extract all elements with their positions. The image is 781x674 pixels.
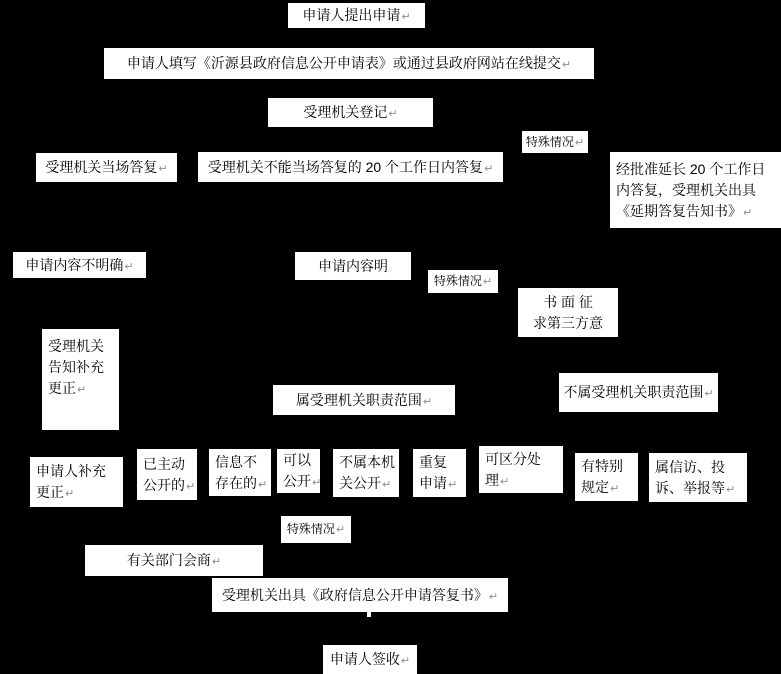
flow-node-within-duty-scope	[273, 385, 455, 415]
flow-node-text: 特殊情况	[525, 134, 574, 149]
return-mark-icon: ↵	[743, 206, 753, 219]
flow-node-text: 特殊情况	[286, 522, 335, 537]
flow-node-line	[288, 5, 425, 26]
flow-node-text: 不属受理机关职责范围	[563, 384, 704, 400]
flow-node-line	[610, 159, 781, 180]
flow-node-line	[277, 471, 326, 492]
flow-node-line	[277, 450, 326, 471]
return-mark-icon: ↵	[186, 480, 196, 493]
flow-node-text: 申请人提出申请	[302, 7, 401, 23]
flow-node-text: 申请内容明	[318, 257, 388, 274]
flow-node-text: 不属本机	[339, 454, 395, 470]
flow-node-text: 经批准延长 20 个工作日	[616, 160, 766, 177]
flow-node-text: 信息不	[215, 453, 257, 470]
flow-node-line	[323, 649, 417, 670]
flow-node-text: 特殊情况	[433, 274, 482, 289]
connector-tick	[367, 612, 371, 617]
flow-node-text: 诉、举报等	[655, 479, 725, 496]
return-mark-icon: ↵	[335, 524, 346, 537]
flow-node-applicant-sign	[323, 645, 417, 674]
flow-node-fill-application-form	[104, 48, 594, 79]
flow-node-text: 已主动	[143, 455, 185, 472]
flow-node-line	[30, 482, 129, 503]
flow-node-text: 有特别	[581, 458, 623, 474]
return-mark-icon: ↵	[448, 479, 458, 491]
return-mark-icon: ↵	[77, 384, 87, 396]
flow-node-text: 受理机关当场答复	[45, 159, 158, 175]
flow-node-text: 可区分处	[485, 450, 541, 467]
flow-node-applicant-apply	[288, 3, 425, 28]
flow-node-text: 告知补充	[48, 359, 104, 375]
flow-node-line	[30, 461, 129, 482]
flow-node-text: 书 面 征	[543, 293, 593, 310]
flow-node-text: 受理机关出具《政府信息公开申请答复书》	[221, 586, 488, 603]
flow-node-text: 属信访、投	[655, 458, 725, 475]
return-mark-icon: ↵	[401, 11, 411, 23]
flow-node-content-unclear	[13, 252, 146, 278]
return-mark-icon: ↵	[158, 163, 168, 175]
flow-node-text: 规定	[581, 479, 609, 495]
flow-node-text: 内答复，受理机关出具	[616, 181, 756, 198]
flow-node-text: 申请内容不明确	[25, 256, 124, 273]
flow-node-line	[522, 133, 588, 152]
return-mark-icon: ↵	[388, 108, 398, 120]
flow-node-text: 受理机关	[48, 338, 104, 354]
flow-node-petition-complaint	[649, 453, 747, 502]
flow-node-text: 申请人签收	[329, 651, 400, 667]
flow-node-line	[518, 313, 618, 334]
return-mark-icon: ↵	[488, 590, 499, 603]
flow-node-line	[479, 470, 569, 491]
flow-node-line	[479, 449, 569, 470]
flow-node-line	[42, 378, 125, 399]
flow-node-onsite-reply	[36, 153, 177, 182]
flow-node-notify-supplement	[42, 329, 119, 430]
return-mark-icon: ↵	[400, 655, 411, 667]
return-mark-icon: ↵	[211, 556, 222, 568]
flow-node-line	[281, 520, 351, 539]
flow-node-line	[137, 454, 203, 475]
flow-node-line	[212, 585, 508, 606]
flow-node-text: 关公开	[339, 475, 381, 491]
return-mark-icon: ↵	[482, 276, 493, 289]
return-mark-icon: ↵	[124, 260, 134, 273]
flow-node-line	[209, 452, 277, 473]
flow-node-text: 申请人填写《沂源县政府信息公开申请表》或通过县政府网站在线提交	[126, 55, 561, 71]
flow-node-not-this-org-disclose	[333, 449, 399, 497]
flow-node-line	[559, 382, 718, 403]
flow-node-repeat-application	[413, 449, 466, 497]
flow-node-reply-in-20-workdays	[198, 152, 503, 182]
flow-node-line	[428, 272, 498, 291]
flow-node-separable-handling	[479, 446, 563, 493]
flow-node-line	[209, 473, 277, 494]
flow-node-line	[575, 477, 644, 498]
flow-node-line	[273, 390, 455, 411]
return-mark-icon: ↵	[484, 162, 494, 175]
flow-node-line	[333, 452, 405, 473]
flow-node-content-clear	[295, 252, 411, 280]
return-mark-icon: ↵	[726, 483, 736, 496]
return-mark-icon: ↵	[258, 478, 268, 491]
flow-node-line	[268, 102, 433, 123]
flow-node-line	[85, 550, 263, 571]
flow-node-reply-document	[212, 578, 508, 612]
flow-node-text: 《延期答复告知书》	[616, 202, 742, 219]
flow-node-text: 公开的	[143, 476, 185, 493]
flow-node-line	[137, 475, 203, 496]
flow-node-can-disclose	[277, 449, 320, 493]
flow-node-line	[198, 157, 503, 178]
flow-node-line	[575, 456, 644, 477]
return-mark-icon: ↵	[312, 477, 322, 489]
flow-node-text: 存在的	[215, 474, 257, 491]
flow-node-line	[413, 452, 472, 473]
flow-node-line	[610, 180, 781, 201]
flow-node-line	[42, 336, 125, 357]
flow-node-extended-reply-notice	[610, 152, 781, 228]
flow-node-special-case-2	[428, 270, 498, 293]
flow-node-line	[36, 157, 177, 178]
return-mark-icon: ↵	[610, 483, 620, 495]
flow-node-text: 理	[485, 471, 499, 488]
flow-node-already-public	[137, 449, 197, 500]
flow-node-text: 可以	[283, 452, 311, 468]
flow-node-text: 有关部门会商	[126, 552, 211, 568]
flow-node-line	[13, 255, 146, 276]
flow-node-text: 申请	[419, 475, 447, 491]
return-mark-icon: ↵	[561, 59, 572, 71]
flow-node-accepting-org-register	[268, 98, 433, 127]
return-mark-icon: ↵	[574, 136, 585, 149]
flow-node-line	[649, 457, 753, 478]
flow-node-text: 更正	[36, 484, 64, 500]
flow-node-line	[42, 357, 125, 378]
flow-node-line	[518, 292, 618, 313]
flow-node-line	[295, 256, 411, 277]
flow-node-info-not-exist	[209, 449, 271, 496]
flow-node-text: 公开	[283, 473, 311, 489]
flow-node-third-party-opinion	[518, 288, 618, 337]
flow-node-line	[104, 53, 594, 74]
flow-node-text: 属受理机关职责范围	[295, 391, 422, 408]
flow-node-line	[610, 201, 781, 222]
return-mark-icon: ↵	[500, 475, 510, 488]
flow-node-text: 申请人补充	[36, 463, 106, 479]
flow-node-special-provisions	[575, 453, 638, 501]
return-mark-icon: ↵	[422, 395, 433, 408]
flow-node-applicant-supplement	[30, 457, 123, 507]
flow-node-text: 重复	[419, 454, 447, 470]
flow-node-special-case-3	[281, 516, 351, 543]
flow-node-line	[649, 478, 753, 499]
flow-node-text: 受理机关登记	[303, 104, 388, 120]
return-mark-icon: ↵	[65, 488, 75, 500]
flow-node-text: 受理机关不能当场答复的 20 个工作日内答复	[207, 158, 484, 175]
flow-node-text: 求第三方意	[533, 314, 603, 331]
flow-node-line	[413, 473, 472, 494]
return-mark-icon: ↵	[704, 388, 714, 400]
flow-node-special-case-1	[522, 131, 588, 153]
return-mark-icon: ↵	[382, 479, 392, 491]
flow-node-text: 更正	[48, 380, 76, 396]
flow-node-dept-consultation	[85, 545, 263, 576]
flow-node-line	[333, 473, 405, 494]
flow-node-outside-duty-scope	[559, 373, 718, 412]
